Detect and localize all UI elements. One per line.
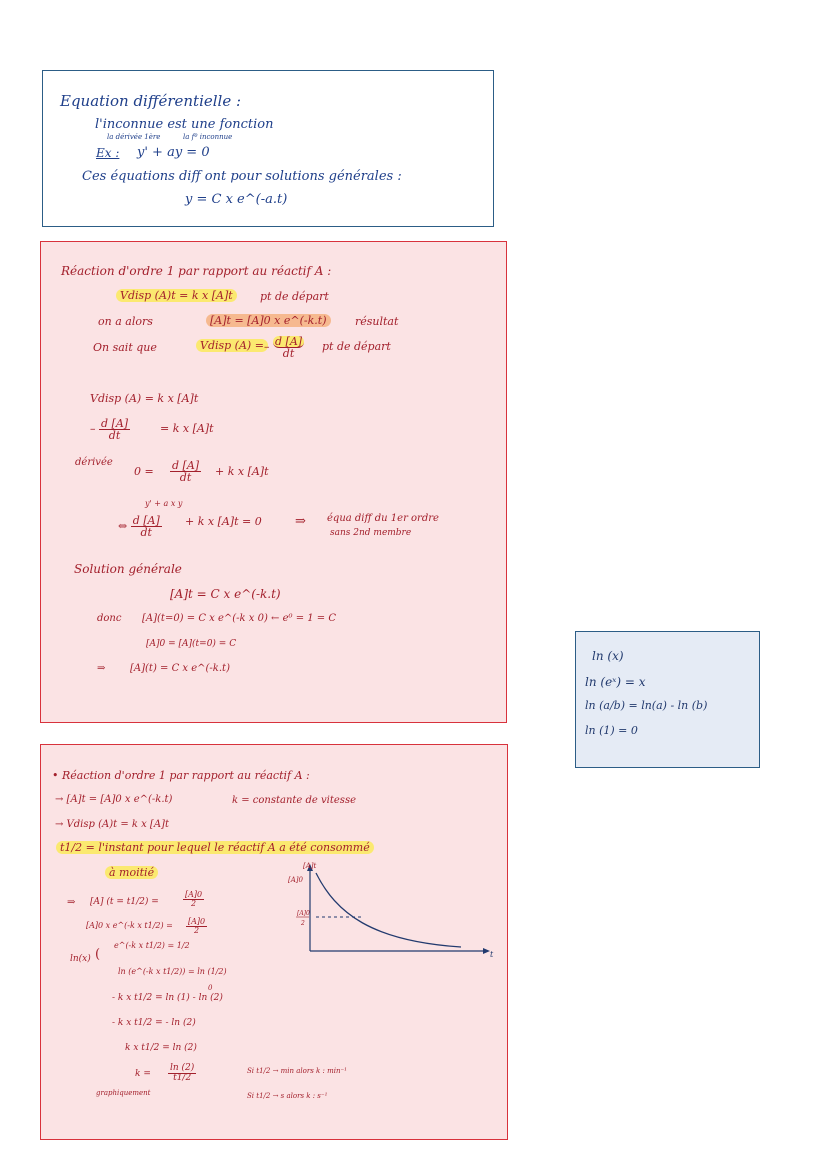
graph-half-den: 2 — [301, 920, 305, 927]
box2-l1-note: pt de départ — [260, 290, 329, 303]
box2-step1: Vdisp (A) = k x [A]t — [90, 392, 199, 405]
box2-l2-note: résultat — [355, 315, 399, 328]
box2-step3-den: dt — [179, 471, 192, 484]
box2-l3-note: pt de départ — [322, 340, 391, 353]
graph-y-label: [A]t — [303, 862, 317, 870]
box4-c7: k x t1/2 = ln (2) — [125, 1043, 197, 1053]
box2-solution-4: [A](t) = C x e^(-k.t) — [130, 663, 230, 674]
box4-c3: e^(-k x t1/2) = 1/2 — [114, 941, 190, 950]
graph-x-arrow-icon — [483, 948, 490, 954]
box1-ex-equation: y' + ay = 0 — [137, 145, 210, 160]
box4-a2: → Vdisp (A)t = k x [A]t — [55, 819, 169, 830]
box2-step3-lhs: 0 = — [134, 465, 154, 478]
box2-step2-num: d [A] — [101, 417, 129, 430]
box4-ln-label: ln(x) — [70, 954, 91, 964]
box2-solution-2-pre: donc — [97, 613, 122, 624]
box2-l3-den: dt — [282, 347, 295, 360]
box4-c4: ln (e^(-k x t1/2)) = ln (1/2) — [118, 967, 227, 976]
box2-step4-den: dt — [140, 526, 152, 539]
box2-step4-note2: sans 2nd membre — [330, 528, 412, 538]
graph-half-num: [A]0 — [297, 910, 310, 917]
box4-c2-den: 2 — [194, 926, 200, 935]
box4-c8-note: graphiquement — [96, 1089, 151, 1097]
box3-line2: ln (eˣ) = x — [585, 675, 646, 689]
box4-title: • Réaction d'ordre 1 par rapport au réactif A : — [52, 769, 310, 782]
box1-title: Equation différentielle : — [60, 92, 242, 110]
box2-l2-result: [A]t = [A]0 x e^(-k.t) — [206, 314, 331, 327]
box2-step2-den: dt — [108, 429, 121, 442]
graph-x-label: t — [490, 950, 494, 959]
box2-solution-3: [A]0 = [A](t=0) = C — [146, 639, 237, 649]
box1-solution: y = C x e^(-a.t) — [185, 192, 288, 207]
box2-step4-top: y' + a x y — [145, 499, 183, 508]
box1-note-derivee: la dérivée 1ère — [107, 133, 161, 141]
box4-a1-note: k = constante de vitesse — [232, 795, 356, 806]
box4-c8-num: ln (2) — [170, 1063, 195, 1073]
box2-step4-rhs: + k x [A]t = 0 — [185, 515, 262, 528]
box2-step2-note: dérivée — [75, 457, 113, 468]
box4-c1: [A] (t = t1/2) = — [90, 897, 159, 907]
box4-c5-zero: 0 — [208, 984, 213, 992]
box2-title: Réaction d'ordre 1 par rapport au réactif A : — [61, 264, 332, 278]
box2-l3-vdisp: Vdisp (A) = — [196, 339, 268, 352]
box4-c1-arrow: ⇒ — [67, 897, 76, 908]
box2-step4-note1: équa diff du 1er ordre — [327, 513, 439, 524]
box2-step3-num: d [A] — [172, 459, 200, 472]
box2-step2-rhs: = k x [A]t — [160, 422, 214, 435]
box4-r2: Si t1/2 → s alors k : s⁻¹ — [247, 1092, 328, 1100]
box3-line4: ln (1) = 0 — [585, 724, 638, 737]
box2-step3-rhs: + k x [A]t — [215, 465, 269, 478]
box3-line1: ln (x) — [592, 649, 624, 663]
box2-step4-arrow: ⇒ — [295, 514, 306, 529]
graph-decay-curve — [316, 873, 461, 947]
box4-a1: → [A]t = [A]0 x e^(-k.t) — [55, 794, 173, 805]
box4-c2-num: [A]0 — [188, 917, 206, 926]
box4-c1-den: 2 — [191, 899, 197, 908]
graph-y0-label: [A]0 — [288, 876, 303, 884]
box2-solution-4-arrow: ⇒ — [97, 663, 106, 674]
box2-l3-num: d [A] — [275, 335, 303, 348]
box1-ex-label: Ex : — [96, 146, 120, 160]
box4-c8-lhs: k = — [135, 1069, 151, 1079]
box1-line3: Ces équations diff ont pour solutions générales : — [82, 169, 402, 184]
box2-solution-2: [A](t=0) = C x e^(-k x 0) ← e⁰ = 1 = C — [142, 613, 337, 624]
box4-c6: - k x t1/2 = - ln (2) — [112, 1018, 196, 1028]
box2-l3-pre: On sait que — [93, 341, 157, 354]
box1-note-fonction: la fº inconnue — [183, 133, 233, 141]
box4-c1-num: [A]0 — [185, 890, 203, 899]
box1-line1: l'inconnue est une fonction — [95, 117, 274, 132]
box4-t12-def: t1/2 = l'instant pour lequel le réactif A a été consommé — [56, 841, 374, 854]
box2-solution-1: [A]t = C x e^(-k.t) — [170, 587, 281, 601]
box3-line3: ln (a/b) = ln(a) - ln (b) — [585, 699, 708, 712]
box4-t12-def-2: à moitié — [105, 866, 158, 879]
box2-l2-pre: on a alors — [98, 315, 153, 328]
box4-ln-brace: ( — [95, 947, 101, 962]
box2-step4-num: d [A] — [132, 514, 160, 527]
decay-curve-graph — [276, 855, 496, 963]
box4-r1: Si t1/2 → min alors k : min⁻¹ — [247, 1067, 347, 1075]
box4-c5: - k x t1/2 = ln (1) - ln (2) — [112, 993, 223, 1003]
box4-c8-den: t1/2 — [173, 1073, 192, 1083]
box2-l1: Vdisp (A)t = k x [A]t — [116, 289, 237, 302]
box4-c2: [A]0 x e^(-k x t1/2) = — [86, 921, 173, 930]
box2-solution-title: Solution générale — [74, 562, 182, 576]
